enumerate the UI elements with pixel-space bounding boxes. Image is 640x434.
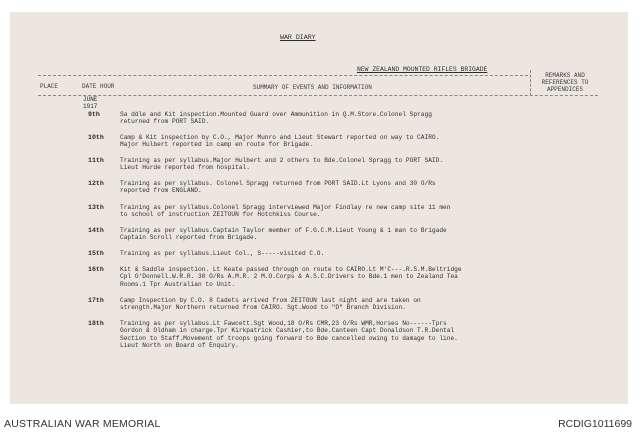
entry-text: Training as per syllabus. Colonel Spragg returned from PORT SAID.Lt Lyons and 30 O/Rs reported from ENGLAND. <box>120 180 436 195</box>
header-rule-bottom <box>38 95 598 96</box>
entry-text: Camp & Kit inspection by C.O., Major Munro and Lieut Stewart reported on way to CAIRO. Major Hulbert reported in camp en route for Brigade. <box>120 134 440 149</box>
entry-date: 9th <box>88 111 100 118</box>
header-summary: SUMMARY OF EVENTS AND INFORMATION <box>253 84 372 91</box>
entry-text: Training as per syllabus.Colonel Spragg interviewed Major Findlay re new camp site 11 men to school of instruction ZEITOUN for Hotchkiss Course. <box>120 204 451 219</box>
year-label: 1917 <box>83 103 98 110</box>
diary-title: WAR DIARY <box>280 34 316 41</box>
footer-bar <box>0 412 640 434</box>
entry-text: Sa ddle and Kit inspection.Mounted Guard over Ammunition in Q.M.Store.Colonel Spragg returned from PORT SAID. <box>120 111 432 126</box>
entry-text: Training as per syllabus.Lieut Col., S-----visited C.O. <box>120 250 325 257</box>
record-id: RCDIG1011699 <box>558 418 632 430</box>
entry-date: 10th <box>88 134 104 141</box>
entry-date: 17th <box>88 297 104 304</box>
month-label: JUNE <box>83 96 98 103</box>
header-remarks: REMARKS AND REFERENCES TO APPENDICES <box>541 72 589 93</box>
entry-date: 11th <box>88 157 104 164</box>
entry-date: 18th <box>88 320 104 327</box>
entry-date: 12th <box>88 180 104 187</box>
unit-name: NEW ZEALAND MOUNTED RIFLES BRIGADE <box>357 66 488 73</box>
archive-name: AUSTRALIAN WAR MEMORIAL <box>4 418 161 430</box>
entry-text: Training as per syllabus.Major Hulbert and 2 others to Bde.Colonel Spragg to PORT SAID. Lieut Hurde reported from hospital. <box>120 157 444 172</box>
entry-text: Kit & Saddle inspection. Lt Keate passed through on route to CAIRO.Lt M'C---.R.S.M.Beltridge Cpl O'Donnell.W.R.R. 30 O/Rs A.M.R. 2 M.O.Corps & A.S.C.Drivers to Bde.1 men to Zealand Tea Rooms.1 Tpr Australian to Unit. <box>120 266 462 288</box>
header-rule-top <box>38 75 528 76</box>
entry-date: 16th <box>88 266 104 273</box>
entry-text: Camp Inspection by C.O. 8 Cadets arrived from ZEITOUN last night and are taken on strength.Major Northern returned from CAIRO. Sgt.Wood to "D" Branch Division. <box>120 297 421 312</box>
header-place: PLACE <box>40 83 59 90</box>
remarks-divider <box>530 70 531 96</box>
entry-date: 13th <box>88 204 104 211</box>
entry-date: 14th <box>88 227 104 234</box>
entry-text: Training as per syllabus.Captain Taylor member of F.G.C.M.Lieut Young & 1 man to Brigade Captain Scroll reported from Brigade. <box>120 227 447 242</box>
header-date-hour: DATE HOUR <box>82 83 115 90</box>
entry-date: 15th <box>88 250 104 257</box>
entry-text: Training as per syllabus.Lt Fawcett.Sgt Wood,18 O/Rs CMR,23 O/Rs WMR,Horses No------Tprs Gordon & Oldham in charge.Tpr Kirkpatrick Cashier,to Bde.Canteen Capt Donaldson T.R.Dental Section to Staff.Movement of troops going forward to Bde cancelled owing to damage to line. Lieut North on Board of Enquiry. <box>120 320 458 350</box>
